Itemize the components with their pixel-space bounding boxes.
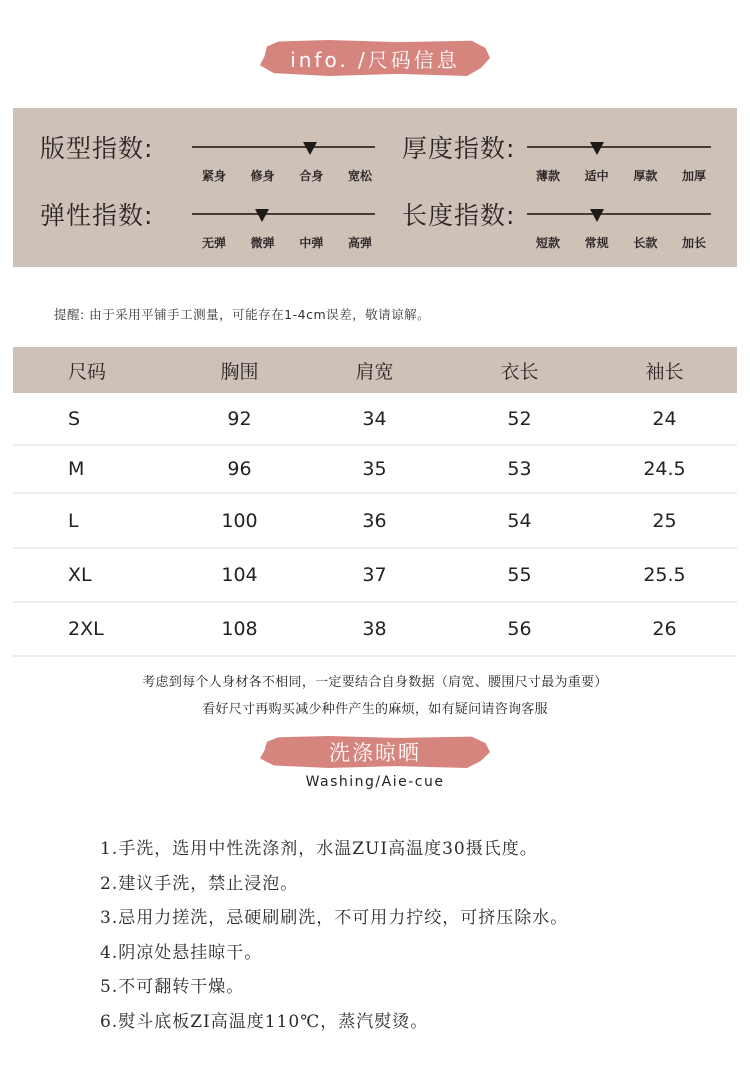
table-row <box>13 603 737 657</box>
measurement-reminder: 提醒: 由于采用平铺手工测量，可能存在1-4cm误差，敬请谅解。 <box>54 307 431 322</box>
table-row <box>13 446 737 494</box>
washing-subtitle: Washing/Aie-cue <box>305 774 445 790</box>
cell-shoulder: 37 <box>362 564 387 586</box>
fit-option: 宽松 <box>347 169 372 183</box>
elasticity-index-track <box>192 213 375 215</box>
cell-shoulder: 36 <box>362 509 387 532</box>
fit-option: 修身 <box>250 169 275 183</box>
care-instruction: 4.阴凉处悬挂晾干。 <box>100 942 263 963</box>
thickness-index-track <box>527 146 711 148</box>
size-advice-note: 考虑到每个人身材各不相同，一定要结合自身数据（肩宽、腰围尺寸最为重要） <box>142 675 608 690</box>
elasticity-option: 无弹 <box>202 236 227 250</box>
cell-chest: 92 <box>227 407 252 430</box>
fit-index-label: 版型指数: <box>40 134 154 163</box>
cell-chest: 108 <box>221 618 258 640</box>
header-sleeve: 袖长 <box>645 360 684 383</box>
table-header <box>13 347 737 393</box>
cell-shoulder: 38 <box>362 618 387 640</box>
cell-sleeve: 24 <box>652 407 677 430</box>
cell-length: 53 <box>507 458 532 480</box>
fit-index-panel <box>13 108 737 267</box>
elasticity-option: 高弹 <box>347 236 372 250</box>
header-shoulder: 肩宽 <box>355 360 394 383</box>
cell-size: XL <box>68 564 92 586</box>
elasticity-index <box>40 196 380 266</box>
length-index-label: 长度指数: <box>402 201 516 230</box>
thickness-index <box>402 129 742 199</box>
header-chest: 胸围 <box>220 360 259 383</box>
cell-length: 54 <box>507 509 532 532</box>
thickness-index-label: 厚度指数: <box>402 134 516 163</box>
care-instructions-list <box>100 836 568 1043</box>
fit-option: 紧身 <box>202 169 227 183</box>
cell-size: L <box>68 509 79 532</box>
info-size-banner <box>260 40 490 76</box>
cell-length: 56 <box>507 618 532 640</box>
fit-index-track <box>192 146 375 148</box>
length-index-marker-icon <box>590 209 604 222</box>
fit-index-marker-icon <box>303 142 317 155</box>
cell-size: M <box>68 458 85 480</box>
cell-sleeve: 26 <box>652 618 677 640</box>
length-option: 长款 <box>633 236 658 250</box>
washing-banner <box>260 736 490 768</box>
header-size: 尺码 <box>68 360 107 383</box>
customer-service-note: 看好尺寸再购买减少种件产生的麻烦，如有疑问请咨询客服 <box>202 702 548 717</box>
thickness-index-marker-icon <box>590 142 604 155</box>
length-option: 常规 <box>584 236 609 250</box>
length-option: 加长 <box>681 236 706 250</box>
header-length: 衣长 <box>500 360 539 383</box>
care-instruction: 1.手洗，选用中性洗涤剂，水温ZUI高温度30摄氏度。 <box>100 839 538 859</box>
cell-length: 52 <box>507 407 532 430</box>
cell-size: S <box>68 407 81 430</box>
care-instruction: 5.不可翻转干燥。 <box>100 977 245 997</box>
washing-banner-title: 洗涤晾晒 <box>329 741 421 765</box>
cell-shoulder: 34 <box>362 407 387 430</box>
cell-chest: 96 <box>227 458 252 480</box>
table-row <box>13 494 737 549</box>
cell-chest: 104 <box>221 564 258 586</box>
cell-chest: 100 <box>221 509 258 532</box>
cell-shoulder: 35 <box>362 458 387 480</box>
thickness-option: 适中 <box>584 169 609 183</box>
thickness-option: 厚款 <box>633 169 658 183</box>
fit-index <box>40 129 380 199</box>
elasticity-option: 微弹 <box>250 236 275 250</box>
care-instruction: 6.熨斗底板ZI高温度110℃，蒸汽熨烫。 <box>100 1011 429 1032</box>
elasticity-option: 中弹 <box>299 236 324 250</box>
elasticity-index-marker-icon <box>255 209 269 222</box>
care-instruction: 3.忌用力搓洗，忌硬刷刷洗，不可用力拧绞，可挤压除水。 <box>100 908 569 928</box>
care-instruction: 2.建议手洗，禁止浸泡。 <box>100 873 299 894</box>
cell-sleeve: 24.5 <box>643 458 686 480</box>
length-index <box>402 196 742 266</box>
cell-sleeve: 25.5 <box>643 564 686 586</box>
elasticity-index-label: 弹性指数: <box>40 201 154 230</box>
thickness-option: 薄款 <box>536 169 561 183</box>
cell-sleeve: 25 <box>652 509 677 532</box>
info-banner-title: info. /尺码信息 <box>290 47 460 72</box>
cell-length: 55 <box>507 564 532 586</box>
cell-size: 2XL <box>68 618 104 640</box>
length-option: 短款 <box>536 236 561 250</box>
fit-option: 合身 <box>299 169 324 183</box>
length-index-track <box>527 213 711 215</box>
table-row <box>13 393 737 446</box>
thickness-option: 加厚 <box>681 169 706 183</box>
table-row <box>13 549 737 603</box>
size-table <box>13 347 737 657</box>
